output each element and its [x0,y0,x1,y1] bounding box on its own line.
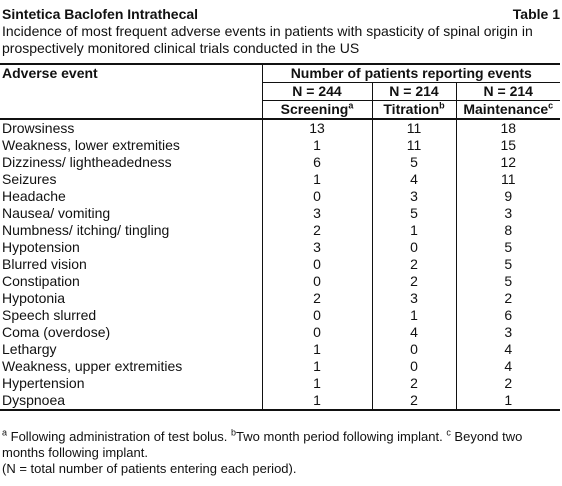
phase-header-screening: Screening$^a$ [262,101,372,120]
table-row [0,290,560,307]
n-header-titration: N = 214 [372,83,456,101]
adverse-event-name: Headache [2,188,66,204]
table-row [0,137,560,154]
event-count: 11 [372,137,456,154]
event-count: 0 [372,358,456,375]
adverse-event-name: Seizures [2,171,57,187]
column-header-adverse-event: Adverse event [0,64,262,119]
adverse-event-name: Numbness/ itching/ tingling [2,222,170,238]
event-count: 9 [456,188,560,205]
event-count: 4 [372,171,456,188]
adverse-event-name: Speech slurred [2,307,97,323]
table-caption: Incidence of most frequent adverse events in patients with spasticity of spinal origin in prospectively monitored clinical trials conducted in the US [2,23,533,56]
footnote-line: $^a$ Following administration of test bolus. $^b$Two month period following implant. $^c$ Beyond two months following implant. [2,427,523,460]
adverse-event-name: Nausea/ vomiting [2,205,111,221]
event-count: 4 [372,324,456,341]
event-count: 0 [372,341,456,358]
event-count: 1 [262,392,372,410]
event-count: 0 [262,324,372,341]
event-count: 11 [456,171,560,188]
adverse-event-name: Hypertension [2,375,85,391]
event-count: 1 [456,392,560,410]
event-count: 18 [456,119,560,137]
adverse-event-name: Hypotonia [2,290,66,306]
adverse-event-name: Dyspnoea [0,392,262,410]
n-header-screening: N = 244 [262,83,372,101]
document-title: Sintetica Baclofen Intrathecal [2,6,199,22]
footnote-marker-b: b [439,100,445,111]
event-count: 1 [262,375,372,392]
table-row [0,358,560,375]
adverse-event-name: Dizziness/ lightheadedness [2,154,172,170]
event-count: 2 [372,392,456,410]
table-row [0,324,560,341]
event-count: 1 [372,222,456,239]
event-count: 1 [262,341,372,358]
table-row [0,273,560,290]
table-label: Table 1 [512,6,560,22]
event-count: 2 [372,273,456,290]
event-count: 3 [262,205,372,222]
event-count: 0 [262,188,372,205]
event-count: 13 [262,119,372,137]
adverse-event-name: Constipation [2,273,80,289]
n-header-maintenance: N = 214 [456,83,560,101]
footnote-marker-c: c [548,100,554,111]
table-row [0,341,560,358]
document-header [2,6,560,23]
event-count: 1 [372,307,456,324]
event-count: 12 [456,154,560,171]
event-count: 3 [372,290,456,307]
event-count: 2 [456,375,560,392]
adverse-event-name: Weakness, lower extremities [2,137,180,153]
event-count: 2 [372,256,456,273]
adverse-event-name: Weakness, upper extremities [2,358,183,374]
adverse-event-name: Lethargy [2,341,57,357]
table-row [0,307,560,324]
event-count: 1 [262,171,372,188]
footnotes [2,429,558,477]
event-count: 6 [262,154,372,171]
event-count: 3 [456,324,560,341]
event-count: 1 [262,137,372,154]
table-row [0,239,560,256]
event-count: 3 [456,205,560,222]
adverse-event-name: Blurred vision [2,256,87,272]
table-row [0,119,560,137]
table-row [0,392,560,410]
table-row [0,188,560,205]
event-count: 5 [456,256,560,273]
adverse-event-name: Coma (overdose) [2,324,111,340]
event-count: 6 [456,307,560,324]
event-count: 0 [262,307,372,324]
event-count: 0 [262,256,372,273]
adverse-event-name: Hypotension [2,239,80,255]
table-row [0,375,560,392]
table-row [0,171,560,188]
event-count: 2 [372,375,456,392]
event-count: 0 [372,239,456,256]
event-count: 2 [262,222,372,239]
event-count: 11 [372,119,456,137]
table-row [0,154,560,171]
event-count: 2 [262,290,372,307]
table-row [0,205,560,222]
event-count: 5 [372,205,456,222]
event-count: 5 [456,273,560,290]
phase-header-maintenance: Maintenance$^c$ [456,101,560,120]
table-row [0,256,560,273]
adverse-events-table [0,63,560,411]
phase-header-titration: Titration$^b$ [372,101,456,120]
event-count: 5 [372,154,456,171]
adverse-event-name: Drowsiness [2,120,75,136]
group-header: Number of patients reporting events [262,64,560,83]
event-count: 4 [456,358,560,375]
event-count: 1 [262,358,372,375]
footnote-marker-a: a [348,100,354,111]
event-count: 5 [456,239,560,256]
event-count: 8 [456,222,560,239]
event-count: 4 [456,341,560,358]
event-count: 3 [372,188,456,205]
event-count: 0 [262,273,372,290]
n-note: (N = total number of patients entering each period). [2,461,297,476]
table-row [0,222,560,239]
event-count: 2 [456,290,560,307]
event-count: 15 [456,137,560,154]
event-count: 3 [262,239,372,256]
